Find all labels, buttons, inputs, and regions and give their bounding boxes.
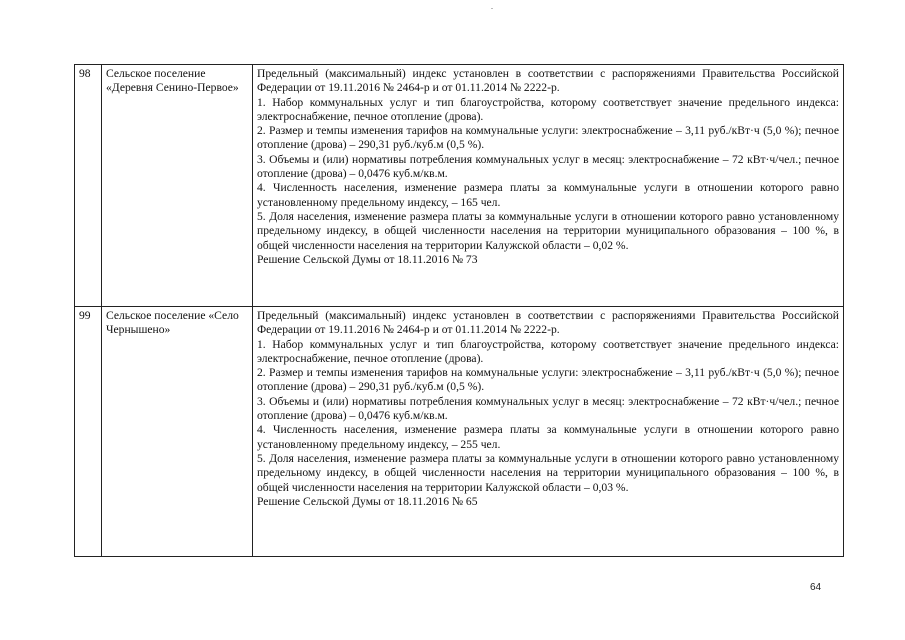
row-number: 98 xyxy=(75,65,102,307)
settlement-name: Сельское поселение «Деревня Сенино-Первое» xyxy=(102,65,253,307)
preamble-paragraph: Предельный (максимальный) индекс установлен в соответствии с распоряжениями Правительства Российской Федерации от 19.11.2016 № 2464-р и от 01.11.2014 № 2222-р. xyxy=(257,309,839,337)
index-description xyxy=(253,307,844,557)
decision-reference: Решение Сельской Думы от 18.11.2016 № 65 xyxy=(257,494,478,508)
item-1-paragraph: 1. Набор коммунальных услуг и тип благоустройства, которому соответствует значение предельного индекса: электроснабжение, печное отопление (дрова). xyxy=(257,337,839,365)
item-2-paragraph: 2. Размер и темпы изменения тарифов на коммунальные услуги: электроснабжение – 3,11 руб./кВт·ч (5,0 %); печное отопление (дрова) – 290,31 руб./куб.м (0,5 %). xyxy=(257,124,839,152)
item-1-paragraph: 1. Набор коммунальных услуг и тип благоустройства, которому соответствует значение предельного индекса: электроснабжение, печное отопление (дрова). xyxy=(257,95,839,123)
index-description xyxy=(253,65,844,307)
settlements-table xyxy=(74,64,844,557)
scan-mark xyxy=(491,8,493,9)
item-2-paragraph: 2. Размер и темпы изменения тарифов на коммунальные услуги: электроснабжение – 3,11 руб./кВт·ч (5,0 %); печное отопление (дрова) – 290,31 руб./куб.м (0,5 %). xyxy=(257,366,839,394)
settlement-name: Сельское поселение «Село Чернышено» xyxy=(102,307,253,557)
item-5-paragraph: 5. Доля населения, изменение размера платы за коммунальные услуги в отношении которого равно установленному предельному индексу, в общей численности населения на территории муниципального образования – 100 %, в общей численности населения на территории Калужской области – 0,03 %. xyxy=(257,451,839,494)
item-3-paragraph: 3. Объемы и (или) нормативы потребления коммунальных услуг в месяц: электроснабжение – 72 кВт·ч/чел.; печное отопление (дрова) – 0,0476 куб.м/кв.м. xyxy=(257,152,839,181)
row-number: 99 xyxy=(75,307,102,557)
decision-reference: Решение Сельской Думы от 18.11.2016 № 73 xyxy=(257,252,478,266)
table-row xyxy=(75,65,844,307)
preamble-paragraph: Предельный (максимальный) индекс установлен в соответствии с распоряжениями Правительства Российской Федерации от 19.11.2016 № 2464-р и от 01.11.2014 № 2222-р. xyxy=(257,67,839,95)
item-3-paragraph: 3. Объемы и (или) нормативы потребления коммунальных услуг в месяц: электроснабжение – 72 кВт·ч/чел.; печное отопление (дрова) – 0,0476 куб.м/кв.м. xyxy=(257,394,839,423)
page-number: 64 xyxy=(810,582,822,593)
item-4-paragraph: 4. Численность населения, изменение размера платы за коммунальные услуги в отношении которого равно установленному предельному индексу, – 255 чел. xyxy=(257,423,839,451)
item-4-paragraph: 4. Численность населения, изменение размера платы за коммунальные услуги в отношении которого равно установленному предельному индексу, – 165 чел. xyxy=(257,181,839,209)
item-5-paragraph: 5. Доля населения, изменение размера платы за коммунальные услуги в отношении которого равно установленному предельному индексу, в общей численности населения на территории муниципального образования – 100 %, в общей численности населения на территории Калужской области – 0,02 %. xyxy=(257,209,839,252)
table-row xyxy=(75,307,844,557)
